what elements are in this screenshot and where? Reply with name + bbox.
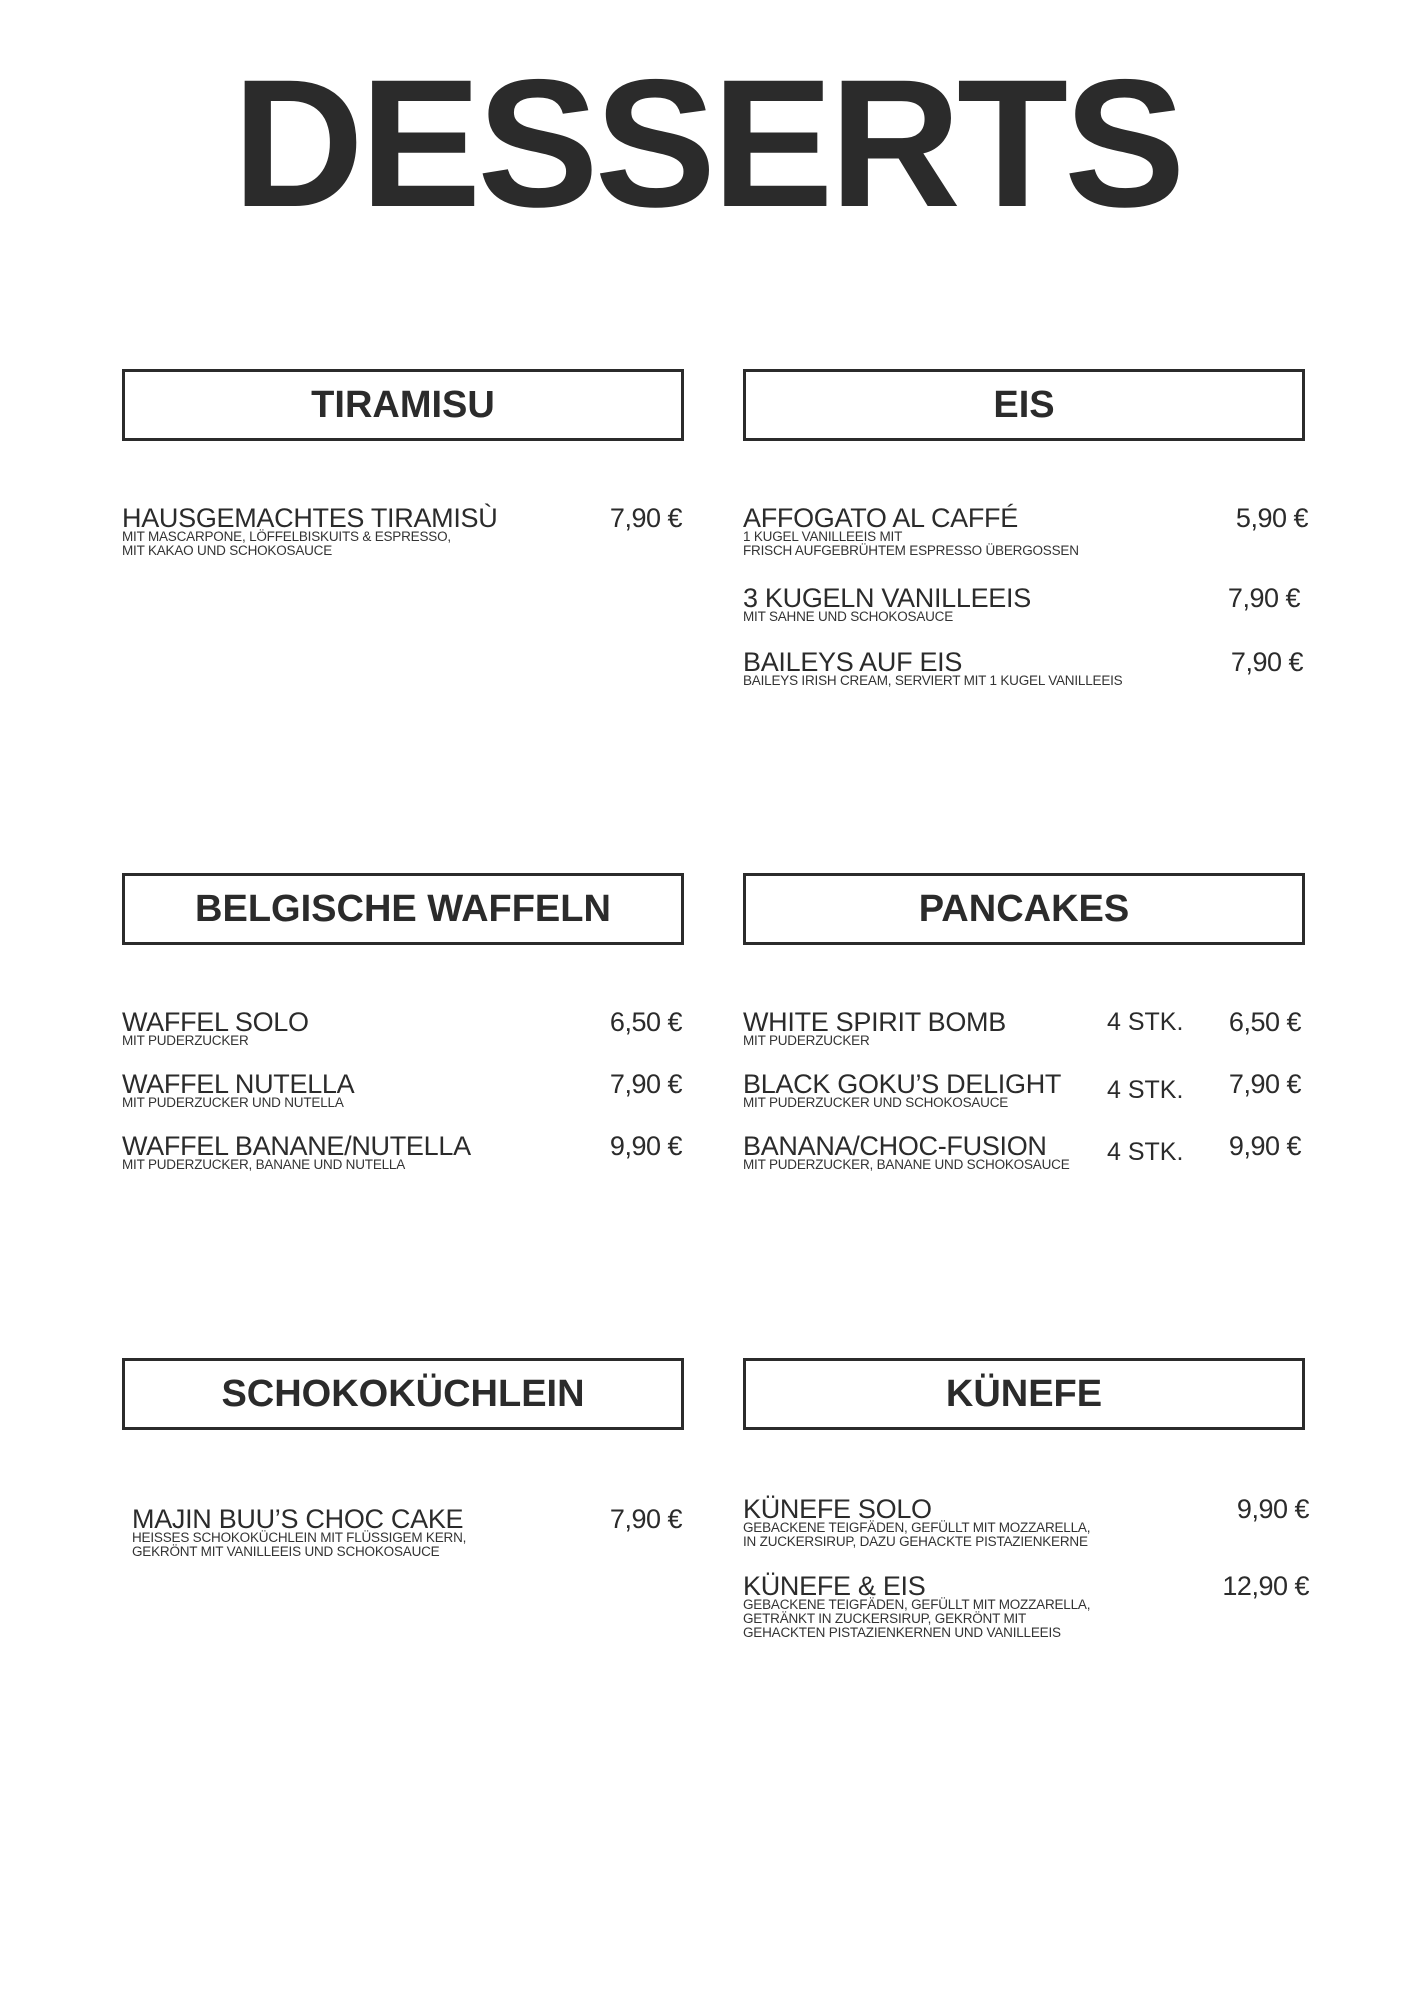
section-title-pancakes: PANCAKES [918,887,1130,930]
item-price: 9,90 € [609,1131,682,1161]
item-price: 5,90 € [1235,503,1308,533]
item-name: AFFOGATO AL CAFFÉ [743,503,1018,533]
item-name: BANANA/CHOC-FUSION [743,1131,1047,1161]
item-price: 9,90 € [1228,1131,1301,1161]
item-price: 6,50 € [609,1007,682,1037]
section-header-tiramisu [122,369,684,441]
item-name: 3 KUGELN VANILLEEIS [743,583,1031,613]
menu-item-kuenefe-und-eis [743,1572,1309,1647]
item-quantity: 4 STK. [1107,1138,1184,1166]
menu-item-waffel-solo [122,1008,682,1058]
menu-item-affogato [743,504,1308,564]
section-title-eis: EIS [993,383,1055,426]
item-description: GEBACKENE TEIGFÄDEN, GEFÜLLT MIT MOZZARELLA, GETRÄNKT IN ZUCKERSIRUP, GEKRÖNT MIT GEHACKTEN PISTAZIENKERNEN UND VANILLEEIS [743,1597,1091,1640]
section-header-schokokuechlein [122,1358,684,1430]
menu-item-hausgemachtes-tiramisu [122,504,682,564]
item-price: 7,90 € [609,503,682,533]
section-header-kuenefe [743,1358,1305,1430]
item-description: HEISSES SCHOKOKÜCHLEIN MIT FLÜSSIGEM KERN, GEKRÖNT MIT VANILLEEIS UND SCHOKOSAUCE [132,1530,467,1559]
item-description: 1 KUGEL VANILLEEIS MIT FRISCH AUFGEBRÜHTEM ESPRESSO ÜBERGOSSEN [743,529,1079,558]
section-title-schokokuechlein: SCHOKOKÜCHLEIN [221,1372,585,1415]
menu-item-3-kugeln-vanilleeis [743,584,1300,634]
item-price: 7,90 € [1230,647,1303,677]
item-price: 12,90 € [1222,1571,1309,1601]
item-name: HAUSGEMACHTES TIRAMISÙ [122,503,498,533]
item-description: MIT PUDERZUCKER [122,1033,249,1048]
item-description: MIT PUDERZUCKER, BANANE UND NUTELLA [122,1157,406,1172]
item-name: WAFFEL NUTELLA [122,1069,355,1099]
menu-item-baileys-auf-eis [743,648,1303,698]
item-name: WAFFEL BANANE/NUTELLA [122,1131,471,1161]
item-quantity: 4 STK. [1107,1008,1184,1036]
item-name: KÜNEFE SOLO [743,1494,932,1524]
section-header-pancakes [743,873,1305,945]
item-price: 9,90 € [1236,1494,1309,1524]
item-quantity: 4 STK. [1107,1076,1184,1104]
item-description: MIT MASCARPONE, LÖFFELBISKUITS & ESPRESSO, MIT KAKAO UND SCHOKOSAUCE [122,529,451,558]
item-name: WAFFEL SOLO [122,1007,309,1037]
item-price: 7,90 € [1228,1069,1301,1099]
item-price: 6,50 € [1228,1007,1301,1037]
menu-item-waffel-banane-nutella [122,1132,682,1182]
menu-item-waffel-nutella [122,1070,682,1120]
item-description: GEBACKENE TEIGFÄDEN, GEFÜLLT MIT MOZZARELLA, IN ZUCKERSIRUP, DAZU GEHACKTE PISTAZIENKERNE [743,1520,1091,1549]
item-name: MAJIN BUU’S CHOC CAKE [132,1504,464,1534]
section-header-eis [743,369,1305,441]
item-description: MIT SAHNE UND SCHOKOSAUCE [743,609,954,624]
item-name: KÜNEFE & EIS [743,1571,926,1601]
menu-item-black-gokus-delight [743,1070,1301,1120]
section-title-tiramisu: TIRAMISU [311,383,495,426]
item-description: BAILEYS IRISH CREAM, SERVIERT MIT 1 KUGEL VANILLEEIS [743,673,1123,688]
item-name: WHITE SPIRIT BOMB [743,1007,1006,1037]
item-name: BLACK GOKU’S DELIGHT [743,1069,1062,1099]
item-price: 7,90 € [609,1504,682,1534]
section-title-kuenefe: KÜNEFE [945,1372,1103,1415]
menu-item-majin-buus-choc-cake [132,1505,682,1565]
item-description: MIT PUDERZUCKER [743,1033,870,1048]
item-price: 7,90 € [609,1069,682,1099]
section-header-belgische-waffeln [122,873,684,945]
page-title: DESSERTS [232,41,1182,245]
menu-item-kuenefe-solo [743,1495,1309,1555]
section-title-belgische-waffeln: BELGISCHE WAFFELN [195,887,611,930]
item-description: MIT PUDERZUCKER UND SCHOKOSAUCE [743,1095,1009,1110]
item-price: 7,90 € [1227,583,1300,613]
menu-item-white-spirit-bomb [743,1008,1301,1058]
menu-item-banana-choc-fusion [743,1132,1301,1182]
item-description: MIT PUDERZUCKER, BANANE UND SCHOKOSAUCE [743,1157,1070,1172]
item-description: MIT PUDERZUCKER UND NUTELLA [122,1095,344,1110]
item-name: BAILEYS AUF EIS [743,647,963,677]
